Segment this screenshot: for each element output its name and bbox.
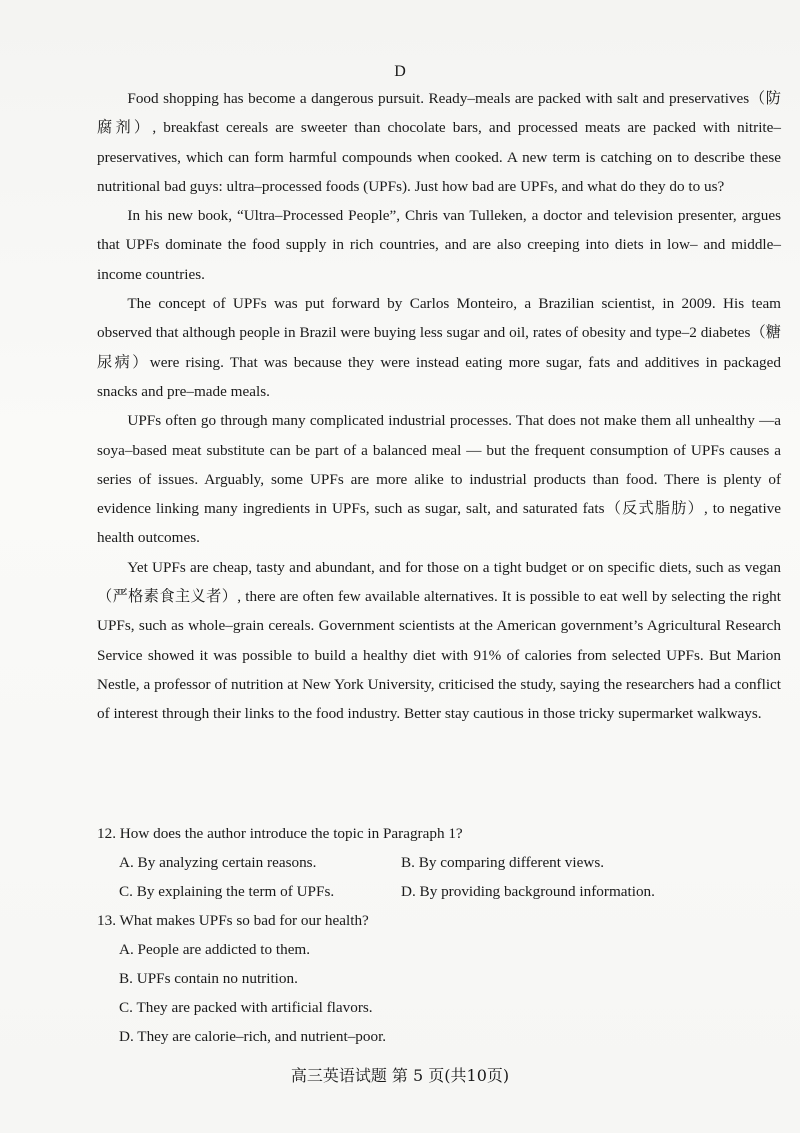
question-12: [97, 819, 781, 906]
question-stem: 13. What makes UPFs so bad for our health?: [97, 912, 369, 929]
option-a[interactable]: A. By analyzing certain reasons.: [119, 854, 317, 871]
passage-paragraph-2: In his new book, “Ultra–Processed People”, Chris van Tulleken, a doctor and television presenter, argues that UPFs dominate the food supply in rich countries, and are also creeping into diets in low– and middle–income countries.: [97, 207, 781, 283]
page-footer: 高三英语试题 第 5 页(共10页): [290, 1066, 510, 1085]
option-b[interactable]: B. UPFs contain no nutrition.: [119, 970, 298, 987]
option-b[interactable]: B. By comparing different views.: [401, 854, 605, 871]
answer-options: [97, 935, 781, 1051]
passage-paragraph-1: Food shopping has become a dangerous pursuit. Ready–meals are packed with salt and preservatives（防腐剂）, breakfast cereals are sweeter than chocolate bars, and processed meats are packed with nitrite–preservatives, which can form harmful compounds when cooked. A new term is catching on to describe these nutritional bad guys: ultra–processed foods (UPFs). Just how bad are UPFs, and what do they do to us?: [97, 90, 781, 195]
option-a[interactable]: A. People are addicted to them.: [119, 941, 311, 958]
section-heading: D: [394, 63, 406, 80]
reading-passage: [97, 84, 781, 729]
passage-paragraph-3: The concept of UPFs was put forward by Carlos Monteiro, a Brazilian scientist, in 2009. His team observed that although people in Brazil were buying less sugar and oil, rates of obesity and type–2 diabetes（糖尿病）were rising. That was because they were instead eating more sugar, fats and additives in packaged snacks and pre–made meals.: [97, 295, 781, 400]
passage-paragraph-4: UPFs often go through many complicated industrial processes. That does not make them all unhealthy —a soya–based meat substitute can be part of a balanced meal — but the frequent consumption of UPFs causes a series of issues. Arguably, some UPFs are more alike to industrial products than food. There is plenty of evidence linking many ingredients in UPFs, such as sugar, salt, and saturated fats（反式脂肪）, to negative health outcomes.: [97, 412, 781, 547]
question-list: [97, 819, 781, 1051]
option-d[interactable]: D. They are calorie–rich, and nutrient–poor.: [119, 1028, 387, 1045]
answer-options: [97, 848, 781, 906]
option-d[interactable]: D. By providing background information.: [401, 883, 655, 900]
option-c[interactable]: C. They are packed with artificial flavors.: [119, 999, 373, 1016]
question-13: [97, 906, 781, 1051]
option-c[interactable]: C. By explaining the term of UPFs.: [119, 883, 335, 900]
passage-paragraph-5: Yet UPFs are cheap, tasty and abundant, and for those on a tight budget or on specific diets, such as vegan（严格素食主义者）, there are often few available alternatives. It is possible to eat well by selecting the right UPFs, such as whole–grain cereals. Government scientists at the American government’s Agricultural Research Service showed it was possible to build a healthy diet with 91% of calories from selected UPFs. But Marion Nestle, a professor of nutrition at New York University, criticised the study, saying the researchers had a conflict of interest through their links to the food industry. Better stay cautious in those tricky supermarket walkways.: [97, 558, 781, 723]
question-stem: 12. How does the author introduce the topic in Paragraph 1?: [97, 825, 463, 842]
